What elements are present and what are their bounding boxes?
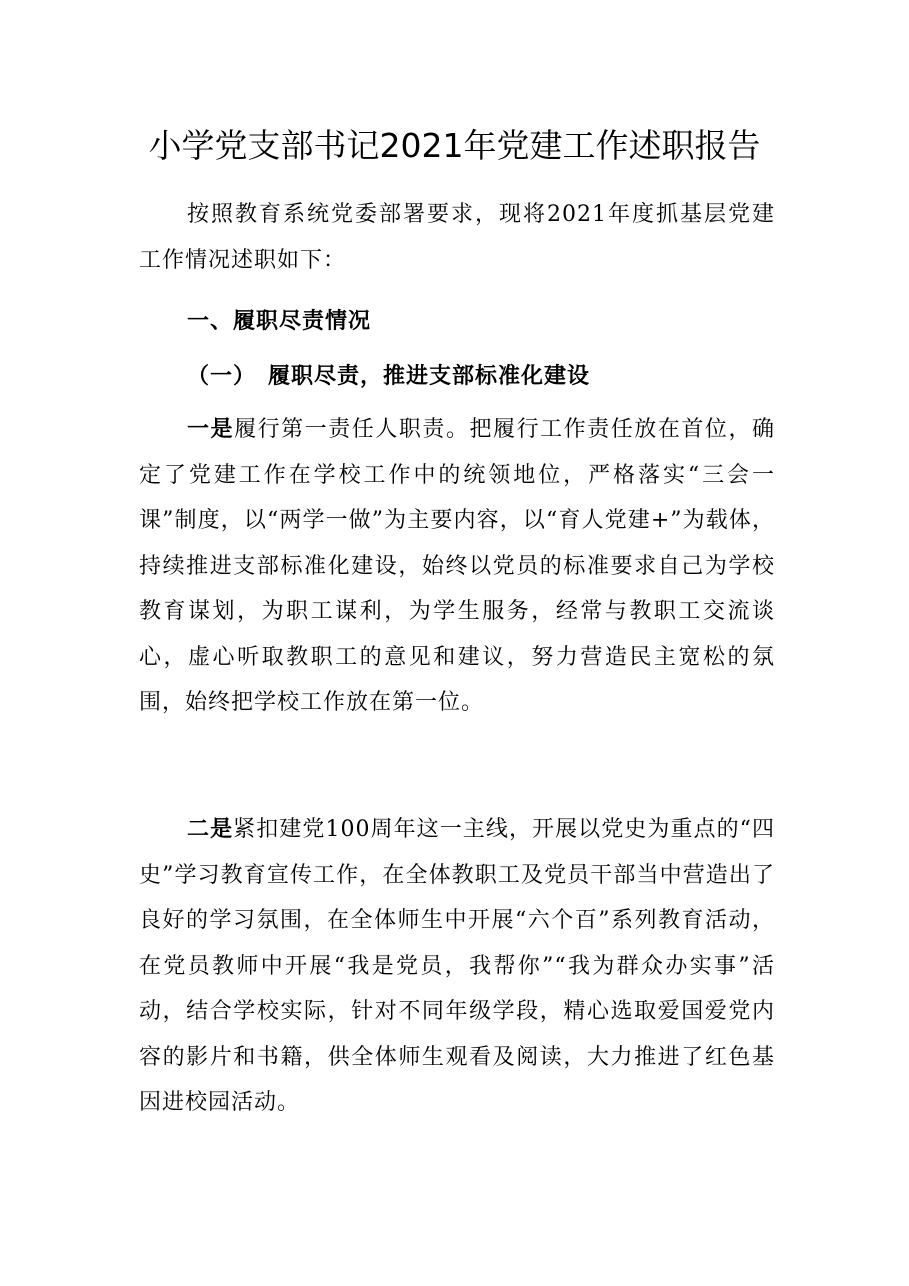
paragraph-body-2: 紧扣建党100周年这一主线，开展以党史为重点的“四史”学习教育宣传工作，在全体教职工及党员干部当中营造出了良好的学习氛围，在全体师生中开展“六个百”系列教育活动，在党员教师中开展“我是党员，我帮你”“我为群众办实事”活动，结合学校实际，针对不同年级学段，精心选取爱国爱党内容的影片和书籍，供全体师生观看及阅读，大力推进了红色基因进校园活动。 — [139, 817, 775, 1115]
body-paragraph-1 — [139, 407, 775, 726]
intro-paragraph: 按照教育系统党委部署要求，现将2021年度抓基层党建工作情况述职如下： — [139, 202, 775, 273]
body-paragraph-2 — [139, 807, 775, 1126]
section-heading: 一、履职尽责情况 — [187, 308, 372, 334]
subsection-heading: （一） 履职尽责，推进支部标准化建设 — [187, 363, 591, 389]
document-title: 小学党支部书记2021年党建工作述职报告 — [148, 126, 761, 165]
paragraph-body-1: 履行第一责任人职责。把履行工作责任放在首位，确定了党建工作在学校工作中的统领地位，严格落实“三会一课”制度，以“两学一做”为主要内容，以“育人党建+”为载体，持续推进支部标准化建设，始终以党员的标准要求自己为学校教育谋划，为职工谋利，为学生服务，经常与教职工交流谈心，虚心听取教职工的意见和建议，努力营造民主宽松的氛围，始终把学校工作放在第一位。 — [139, 417, 775, 715]
paragraph-lead-1: 一是 — [187, 417, 235, 442]
paragraph-lead-2: 二是 — [187, 817, 234, 842]
